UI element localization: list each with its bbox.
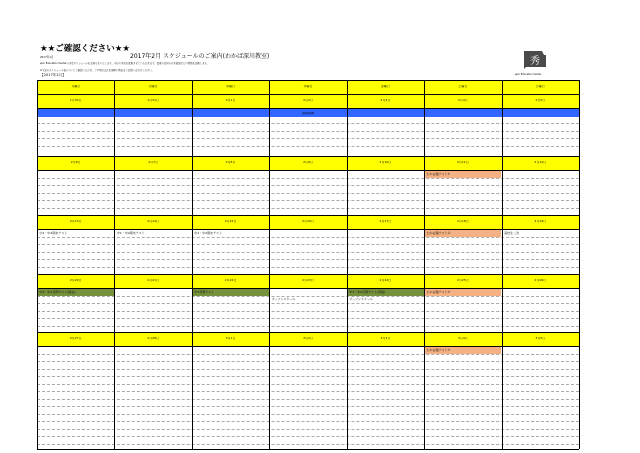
date-label: 2月13日 (69, 220, 82, 223)
date-label: 2月25日 (456, 279, 469, 282)
weekday-label: 木曜日 (303, 85, 313, 88)
cell-divider (37, 185, 579, 186)
contact-note: ※下記のスケジュール表についてご確認いただき、ご不明な点はお気軽に教室までお問い合わせください。 (40, 69, 155, 72)
cell-divider (37, 354, 579, 355)
cell-divider (37, 444, 579, 445)
date-label: 3月4日 (457, 337, 468, 340)
weekday-label: 月曜日 (71, 85, 81, 88)
event-entry: 中1・中2月例テスト(国社) (38, 289, 114, 296)
date-label: 2月6日 (70, 161, 81, 164)
date-label: 2月17日 (379, 220, 392, 223)
date-label: 2月14日 (147, 220, 159, 223)
date-label: 2月23日 (302, 279, 314, 282)
date-label: 2月21日 (147, 279, 159, 282)
date-label: 2月26日 (534, 279, 547, 282)
date-label: 2月10日 (379, 161, 392, 164)
date-label: 2月24日 (379, 279, 392, 282)
grid-column-line (114, 80, 115, 449)
schedule-calendar (37, 80, 579, 449)
cell-divider (37, 318, 579, 319)
event-entry: オープンスクール (271, 297, 296, 301)
event-entry: わかば週テスト① (425, 171, 501, 178)
logo-glyph: 秀 (530, 56, 540, 67)
cell-divider (37, 200, 579, 201)
cell-divider (37, 138, 579, 139)
date-label: 3月1日 (225, 337, 236, 340)
date-label: 2月19日 (534, 220, 547, 223)
cell-divider (37, 252, 579, 253)
cell-divider (37, 399, 579, 400)
weekday-label: 土曜日 (458, 85, 468, 88)
date-label: 1月30日 (69, 99, 82, 102)
cell-divider (37, 123, 579, 124)
date-label: 2月28日 (147, 337, 159, 340)
grid-column-line (37, 80, 38, 449)
weekday-label: 水曜日 (226, 85, 236, 88)
cell-divider (37, 369, 579, 370)
grid-line (37, 80, 579, 81)
month-label: 【2017年2月】 (40, 73, 66, 77)
cell-divider (37, 131, 579, 132)
logo-caption: epic Education Center (515, 73, 542, 76)
date-label: 3月3日 (380, 337, 391, 340)
event-entry: 中3月例テスト (192, 289, 268, 296)
cell-divider (37, 406, 579, 407)
cell-divider (37, 414, 579, 415)
date-label: 1月31日 (147, 99, 159, 102)
event-entry: わかば週テスト② (425, 230, 501, 237)
cell-divider (37, 421, 579, 422)
event-entry: 中1・中2期末テスト (194, 230, 223, 235)
event-entry: わかば週テスト④ (425, 347, 501, 354)
date-label: 2月9日 (303, 161, 313, 164)
cell-divider (37, 384, 579, 385)
cell-divider (37, 178, 579, 179)
date-label: 2月11日 (456, 161, 469, 164)
cell-divider (37, 376, 579, 377)
date-label: 3月5日 (535, 337, 546, 340)
grid-column-line (424, 80, 425, 449)
cell-divider (37, 361, 579, 362)
date-label: 3月2日 (303, 337, 313, 340)
grid-line (37, 215, 579, 216)
grid-line (37, 449, 579, 450)
grid-column-line (347, 80, 348, 449)
grid-column-line (269, 80, 270, 449)
event-entry: 中1・中2期末テスト (116, 230, 145, 235)
cell-divider (37, 237, 579, 238)
cell-divider (37, 267, 579, 268)
intro-note: epic Education Centerの予定スケジュールをお知らせいたします。今月の予定を変更させていただきます。変更のお知らせや追加などの情報を記載します。 (40, 62, 210, 65)
cell-divider (37, 429, 579, 430)
cell-divider (37, 259, 579, 260)
date-label: 2月12日 (534, 161, 547, 164)
date-label: 2月3日 (380, 99, 391, 102)
cell-divider (37, 391, 579, 392)
cell-divider (37, 146, 579, 147)
event-entry: わかば週テスト③ (425, 289, 501, 296)
date-label: 2月5日 (535, 99, 546, 102)
event-entry: 中1・中2月例テスト(英数) (347, 289, 423, 296)
date-label: 2月27日 (69, 337, 82, 340)
weekday-label: 火曜日 (148, 85, 158, 88)
issue-date: 2017年1月 (40, 56, 54, 59)
date-label: 2月7日 (148, 161, 159, 164)
cell-divider (37, 244, 579, 245)
date-label: 2月2日 (303, 99, 313, 102)
date-label: 2月22日 (224, 279, 237, 282)
confirm-notice: ★★ご確認ください★★ (40, 44, 130, 54)
weekday-label: 金曜日 (380, 85, 390, 88)
date-label: 2月4日 (457, 99, 468, 102)
cell-divider (37, 436, 579, 437)
grid-column-line (579, 80, 580, 449)
school-logo-icon (520, 49, 548, 71)
grid-column-line (192, 80, 193, 449)
grid-line (37, 94, 579, 95)
date-label: 2月20日 (69, 279, 82, 282)
cell-divider (37, 208, 579, 209)
cell-divider (37, 193, 579, 194)
weekday-label: 日曜日 (535, 85, 545, 88)
cell-divider (37, 311, 579, 312)
event-entry: オープンスクール (349, 297, 373, 301)
date-label: 2月18日 (456, 220, 469, 223)
cell-divider (37, 326, 579, 327)
date-label: 2月8日 (225, 161, 236, 164)
date-label: 2月1日 (225, 99, 236, 102)
schedule-title: 2017年2月 スケジュールのご案内(わかば深川教室) (130, 53, 270, 60)
grid-column-line (502, 80, 503, 449)
event-entry: 高校生二次 (504, 230, 520, 235)
event-entry: 中1・中2期末テスト (39, 230, 68, 235)
grid-line (37, 274, 579, 275)
holiday-banner-label: 春期休講 (301, 111, 314, 115)
grid-line (37, 156, 579, 157)
cell-divider (37, 303, 579, 304)
date-label: 2月15日 (224, 220, 237, 223)
grid-line (37, 332, 579, 333)
date-label: 2月16日 (302, 220, 314, 223)
